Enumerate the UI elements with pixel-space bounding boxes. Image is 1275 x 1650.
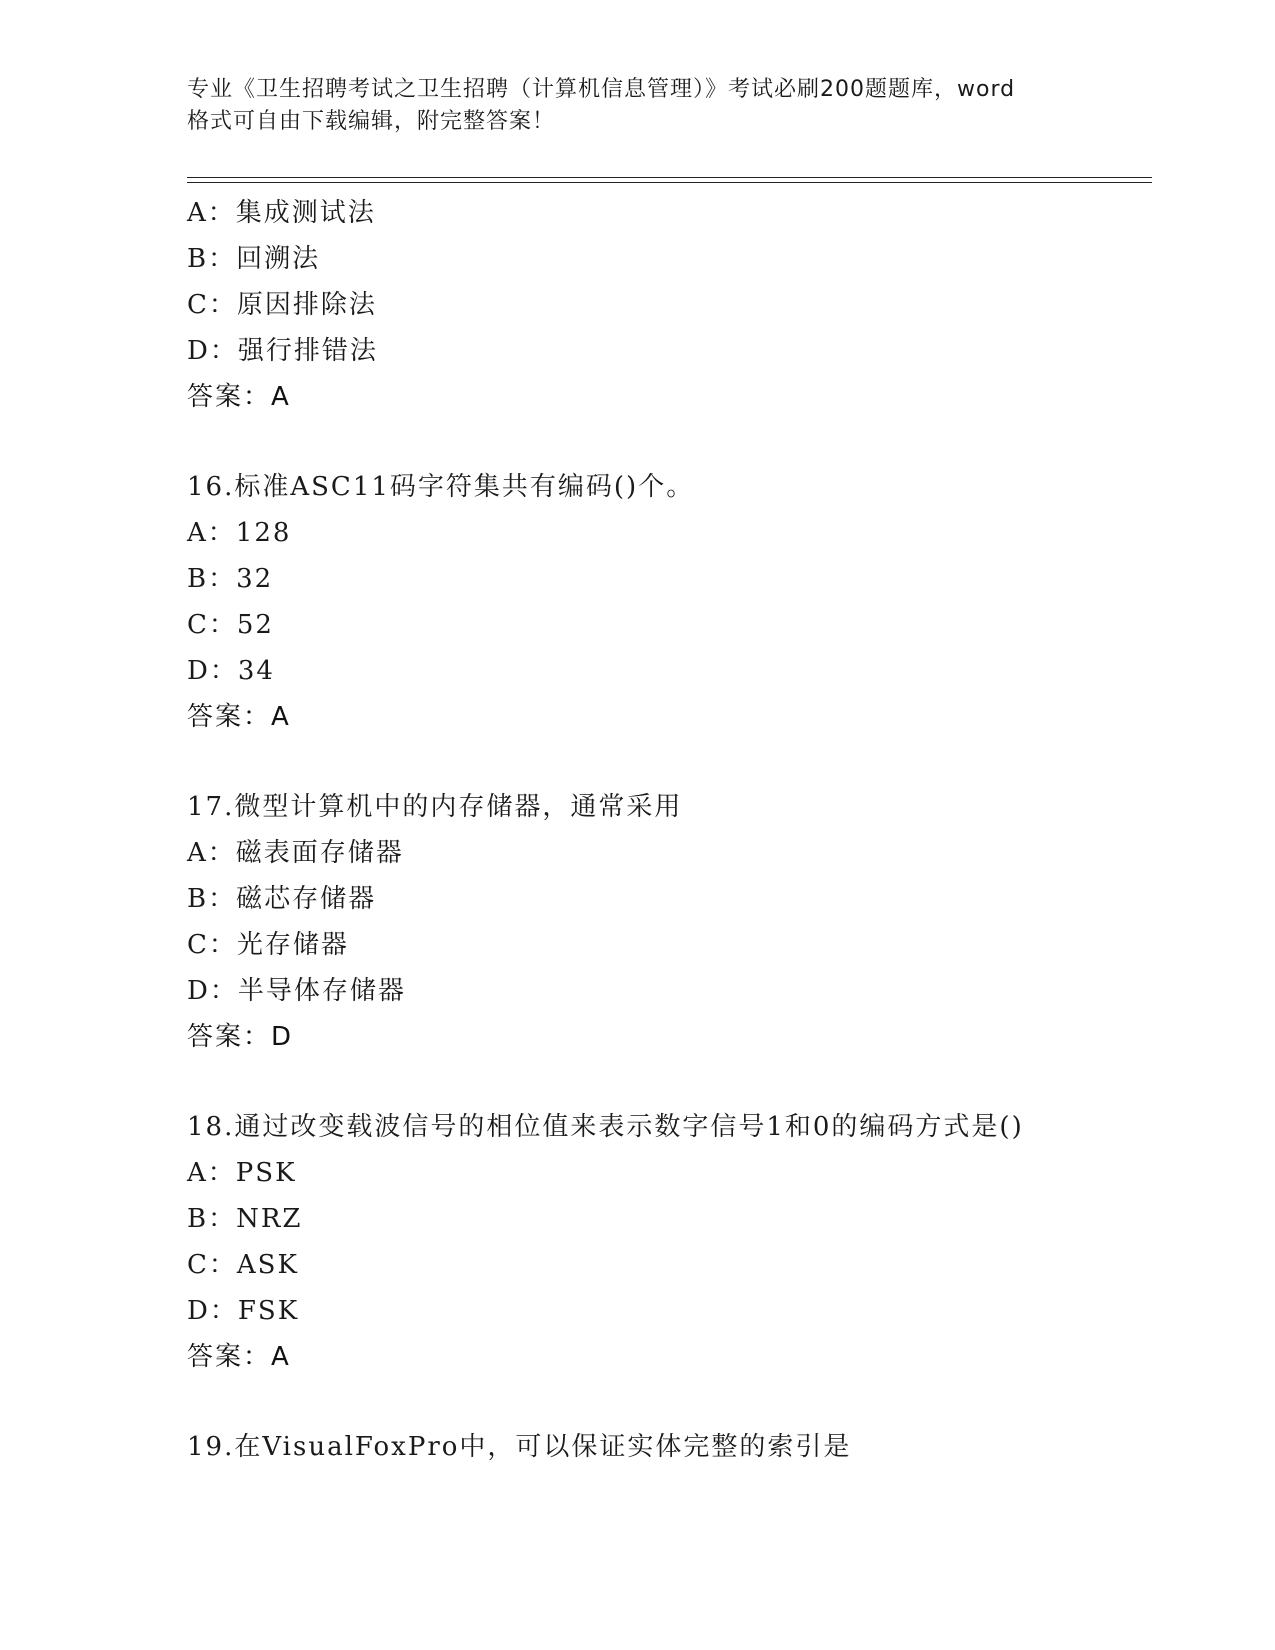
option-b: B：NRZ [187,1204,303,1234]
question-16 [187,464,1187,740]
spacer [187,1060,1187,1104]
option-d: D：34 [187,656,275,686]
header-line-1: 专业《卫生招聘考试之卫生招聘（计算机信息管理）》考试必刷200题题库，word [187,77,1016,102]
option-b: B：磁芯存储器 [187,884,377,914]
option-c: C：原因排除法 [187,290,377,320]
option-b: B：32 [187,564,274,594]
option-c: C：ASK [187,1250,299,1280]
spacer [187,420,1187,464]
option-c: C：52 [187,610,274,640]
option-a: A：128 [187,518,292,548]
question-text: 17.微型计算机中的内存储器，通常采用 [187,792,683,822]
answer: 答案：A [187,702,291,732]
option-d: D：半导体存储器 [187,976,406,1006]
question-text: 16.标准ASC11码字符集共有编码()个。 [187,472,695,502]
question-list [187,190,1187,1470]
question-19 [187,1424,1187,1470]
question-text: 19.在VisualFoxPro中，可以保证实体完整的索引是 [187,1432,852,1462]
question-text: 18.通过改变载波信号的相位值来表示数字信号1和0的编码方式是() [187,1112,1024,1142]
header-divider-bottom [187,182,1152,183]
option-a: A：集成测试法 [187,198,376,228]
header-line-2: 格式可自由下载编辑，附完整答案！ [187,109,556,134]
option-d: D：FSK [187,1296,300,1326]
answer: 答案：A [187,1342,291,1372]
spacer [187,1380,1187,1424]
document-header [187,74,1087,138]
question-17 [187,784,1187,1060]
option-d: D：强行排错法 [187,336,378,366]
answer: 答案：D [187,1022,294,1052]
header-divider-top [187,177,1152,178]
option-a: A：磁表面存储器 [187,838,404,868]
option-b: B：回溯法 [187,244,321,274]
spacer [187,740,1187,784]
question-18 [187,1104,1187,1380]
option-c: C：光存储器 [187,930,349,960]
question-15 [187,190,1187,420]
answer: 答案：A [187,382,291,412]
option-a: A：PSK [187,1158,297,1188]
